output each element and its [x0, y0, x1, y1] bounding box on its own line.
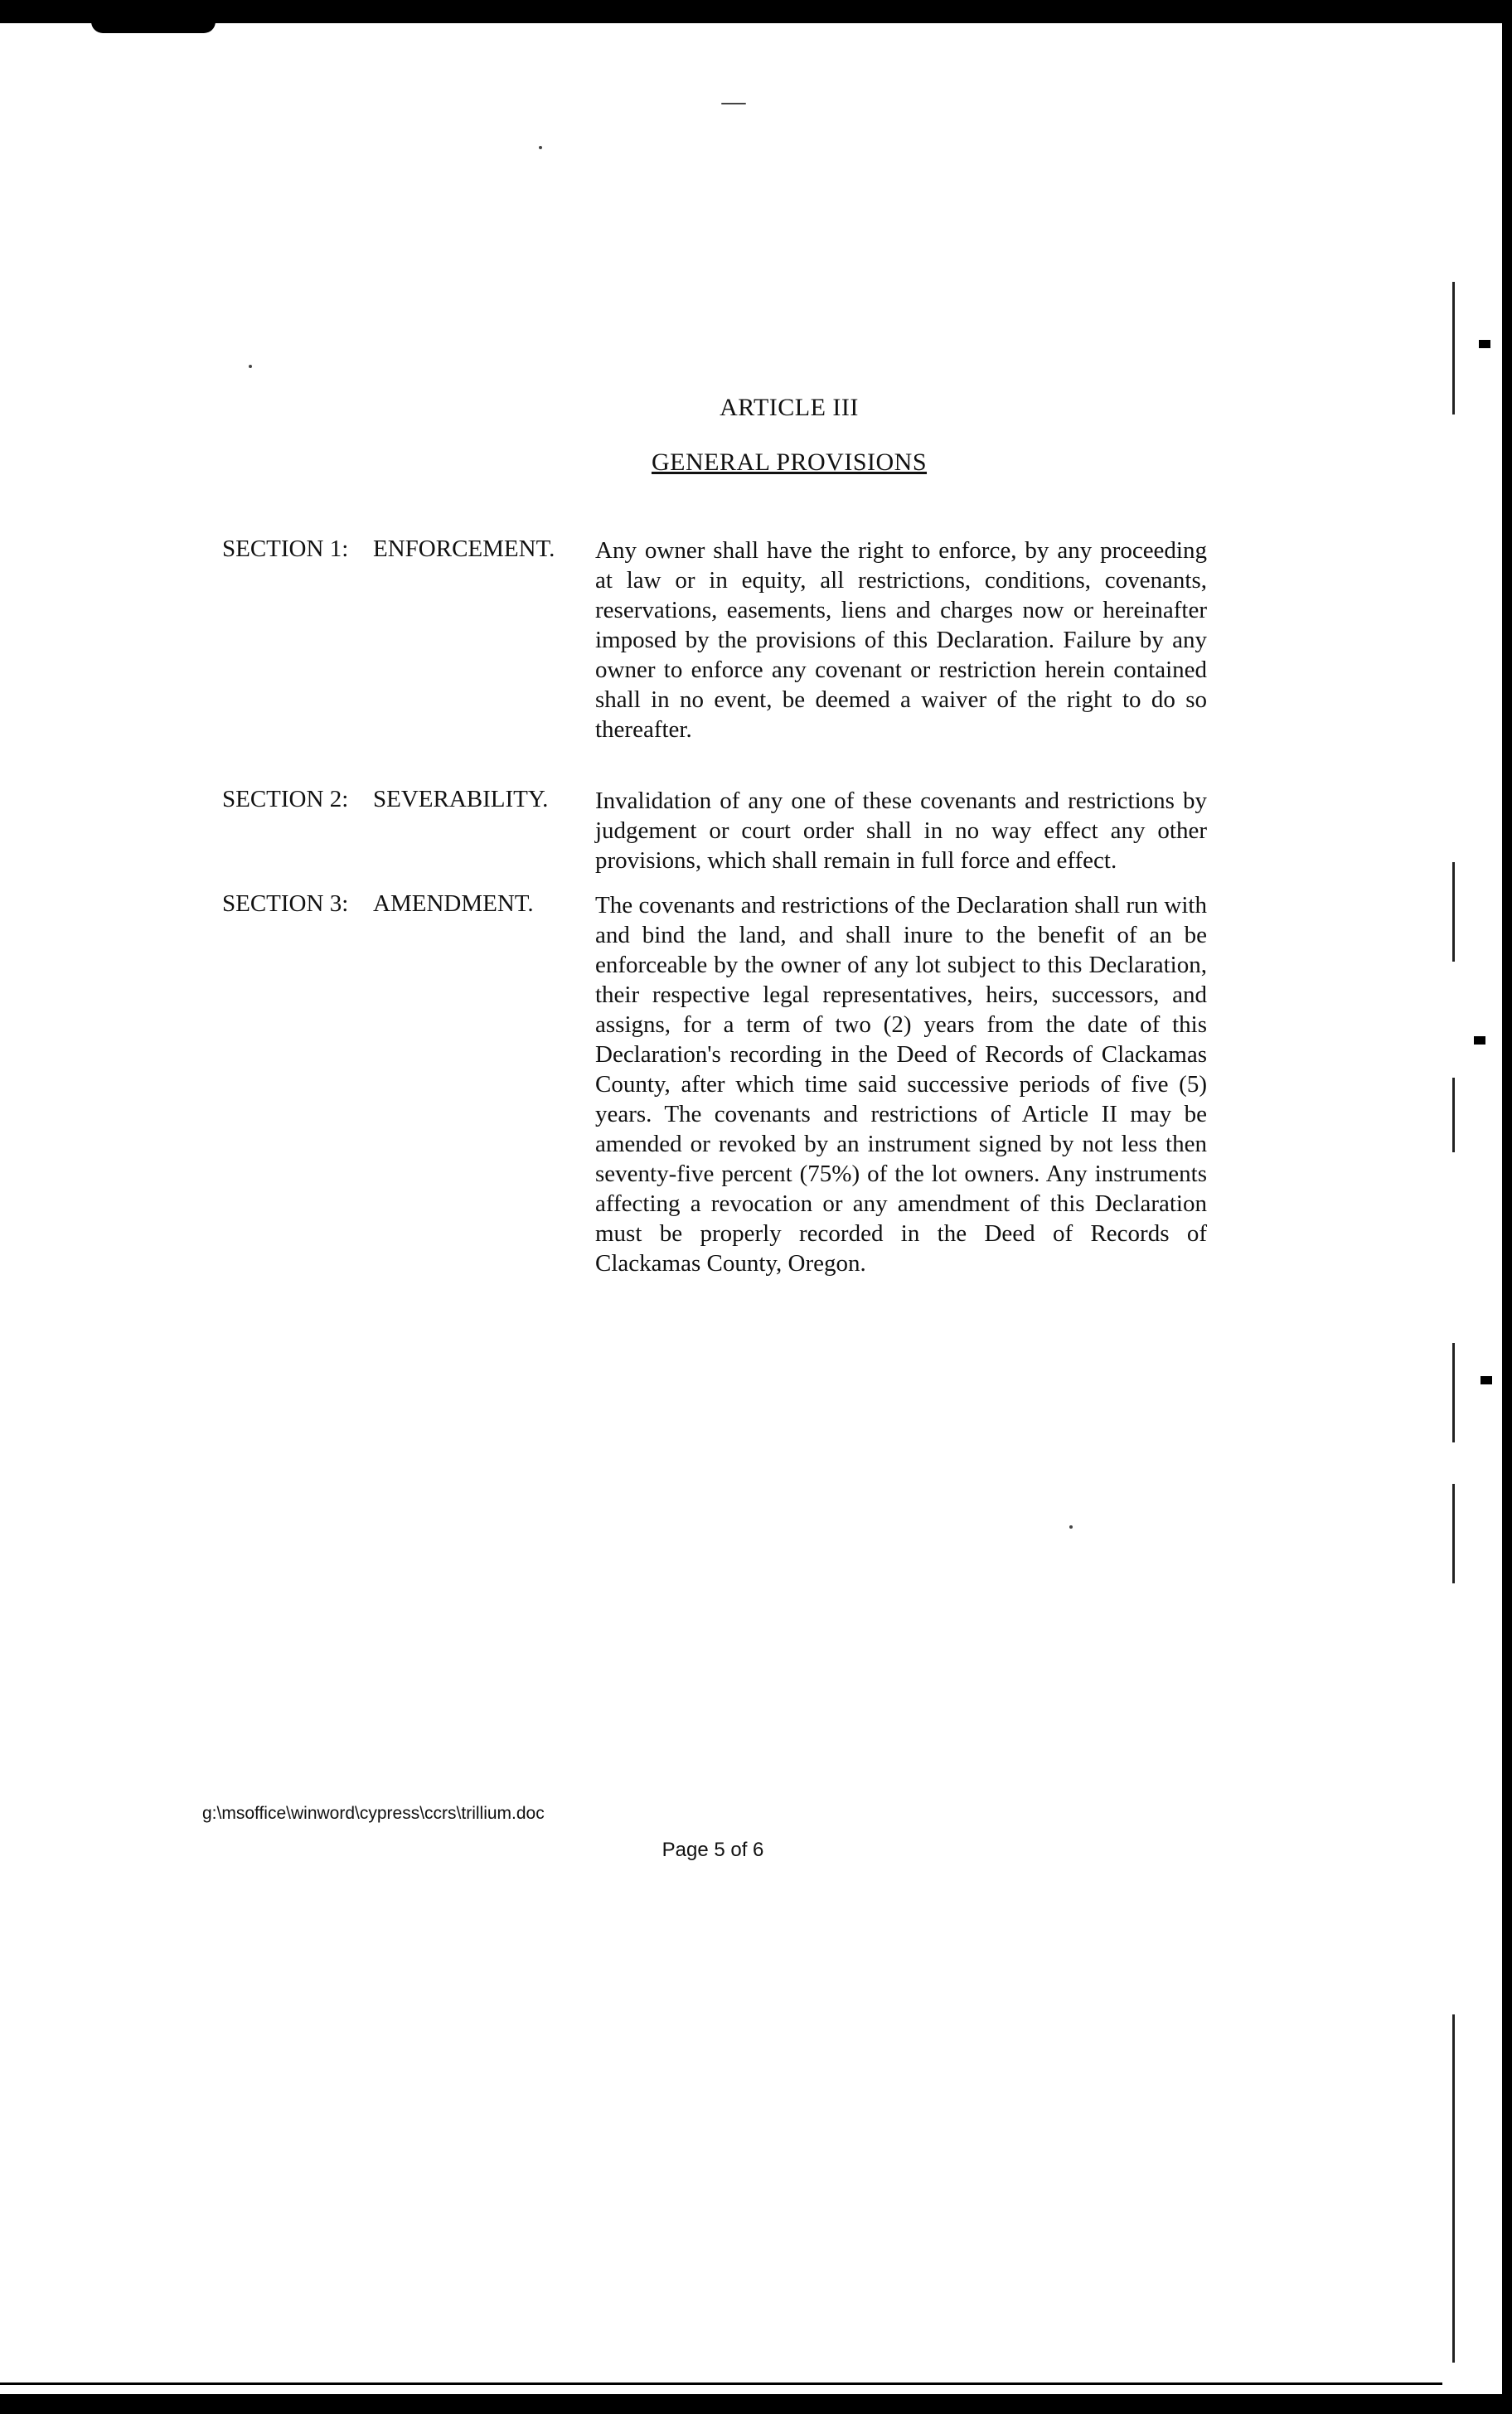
article-title: ARTICLE III [720, 394, 859, 421]
scan-smudge [91, 22, 216, 33]
scan-speck [1069, 1525, 1073, 1529]
scan-border-bottom [0, 2394, 1512, 2414]
scan-speck [539, 146, 542, 149]
section-number: SECTION 3: [222, 890, 349, 917]
section-body: The covenants and restrictions of the Declaration shall run with and bind the land, and shall inure to the benefit of an be enforceable by the owner of any lot subject to this Declaration, their respective legal representatives, heirs, successors, and assigns, for a term of two (2) years from the date of this Declaration's recording in the Deed of Records of Clackamas County, after which time said successive periods of five (5) years. The covenants and restrictions of Article II may be amended or revoked by an instrument signed by not less then seventy-five percent (75%) of the lot owners. Any instruments affecting a revocation or any amendment of this Declaration must be properly recorded in the Deed of Records of Clackamas County, Oregon. [595, 892, 1207, 1277]
article-subtitle: GENERAL PROVISIONS [651, 448, 928, 476]
section-number: SECTION 1: [222, 536, 349, 562]
scan-speck [249, 365, 252, 368]
section-body: Invalidation of any one of these covenants and restrictions by judgement or court order shall in no way effect any other provisions, which shall remain in full force and effect. [595, 788, 1207, 874]
scan-edge-tab [1480, 1376, 1492, 1384]
scan-edge-mark [1452, 2014, 1455, 2363]
scan-edge-mark [1452, 1484, 1455, 1583]
scan-border-top [0, 0, 1512, 23]
section-label: SEVERABILITY. [373, 786, 549, 812]
section-number: SECTION 2: [222, 786, 349, 812]
scan-line-bottom [0, 2382, 1442, 2385]
section-label: ENFORCEMENT. [373, 536, 555, 562]
scan-edge-tab [1474, 1036, 1485, 1045]
page-number: Page 5 of 6 [662, 1839, 764, 1861]
scan-speck [721, 103, 746, 104]
scan-border-right [1502, 0, 1512, 2414]
scan-edge-mark [1452, 1343, 1455, 1442]
scan-edge-tab [1479, 340, 1490, 348]
section-body: Any owner shall have the right to enforce, by any proceeding at law or in equity, all restrictions, conditions, covenants, reservations, easements, liens and charges now or hereinafter imposed by the provisions of this Declaration. Failure by any owner to enforce any covenant or restriction herein contained shall in no event, be deemed a waiver of the right to do so thereafter. [595, 537, 1207, 743]
section-label: AMENDMENT. [373, 890, 534, 917]
scan-edge-mark [1452, 862, 1455, 962]
file-path-footer: g:\msoffice\winword\cypress\ccrs\trillium.doc [202, 1804, 545, 1823]
scan-edge-mark [1452, 1078, 1455, 1152]
